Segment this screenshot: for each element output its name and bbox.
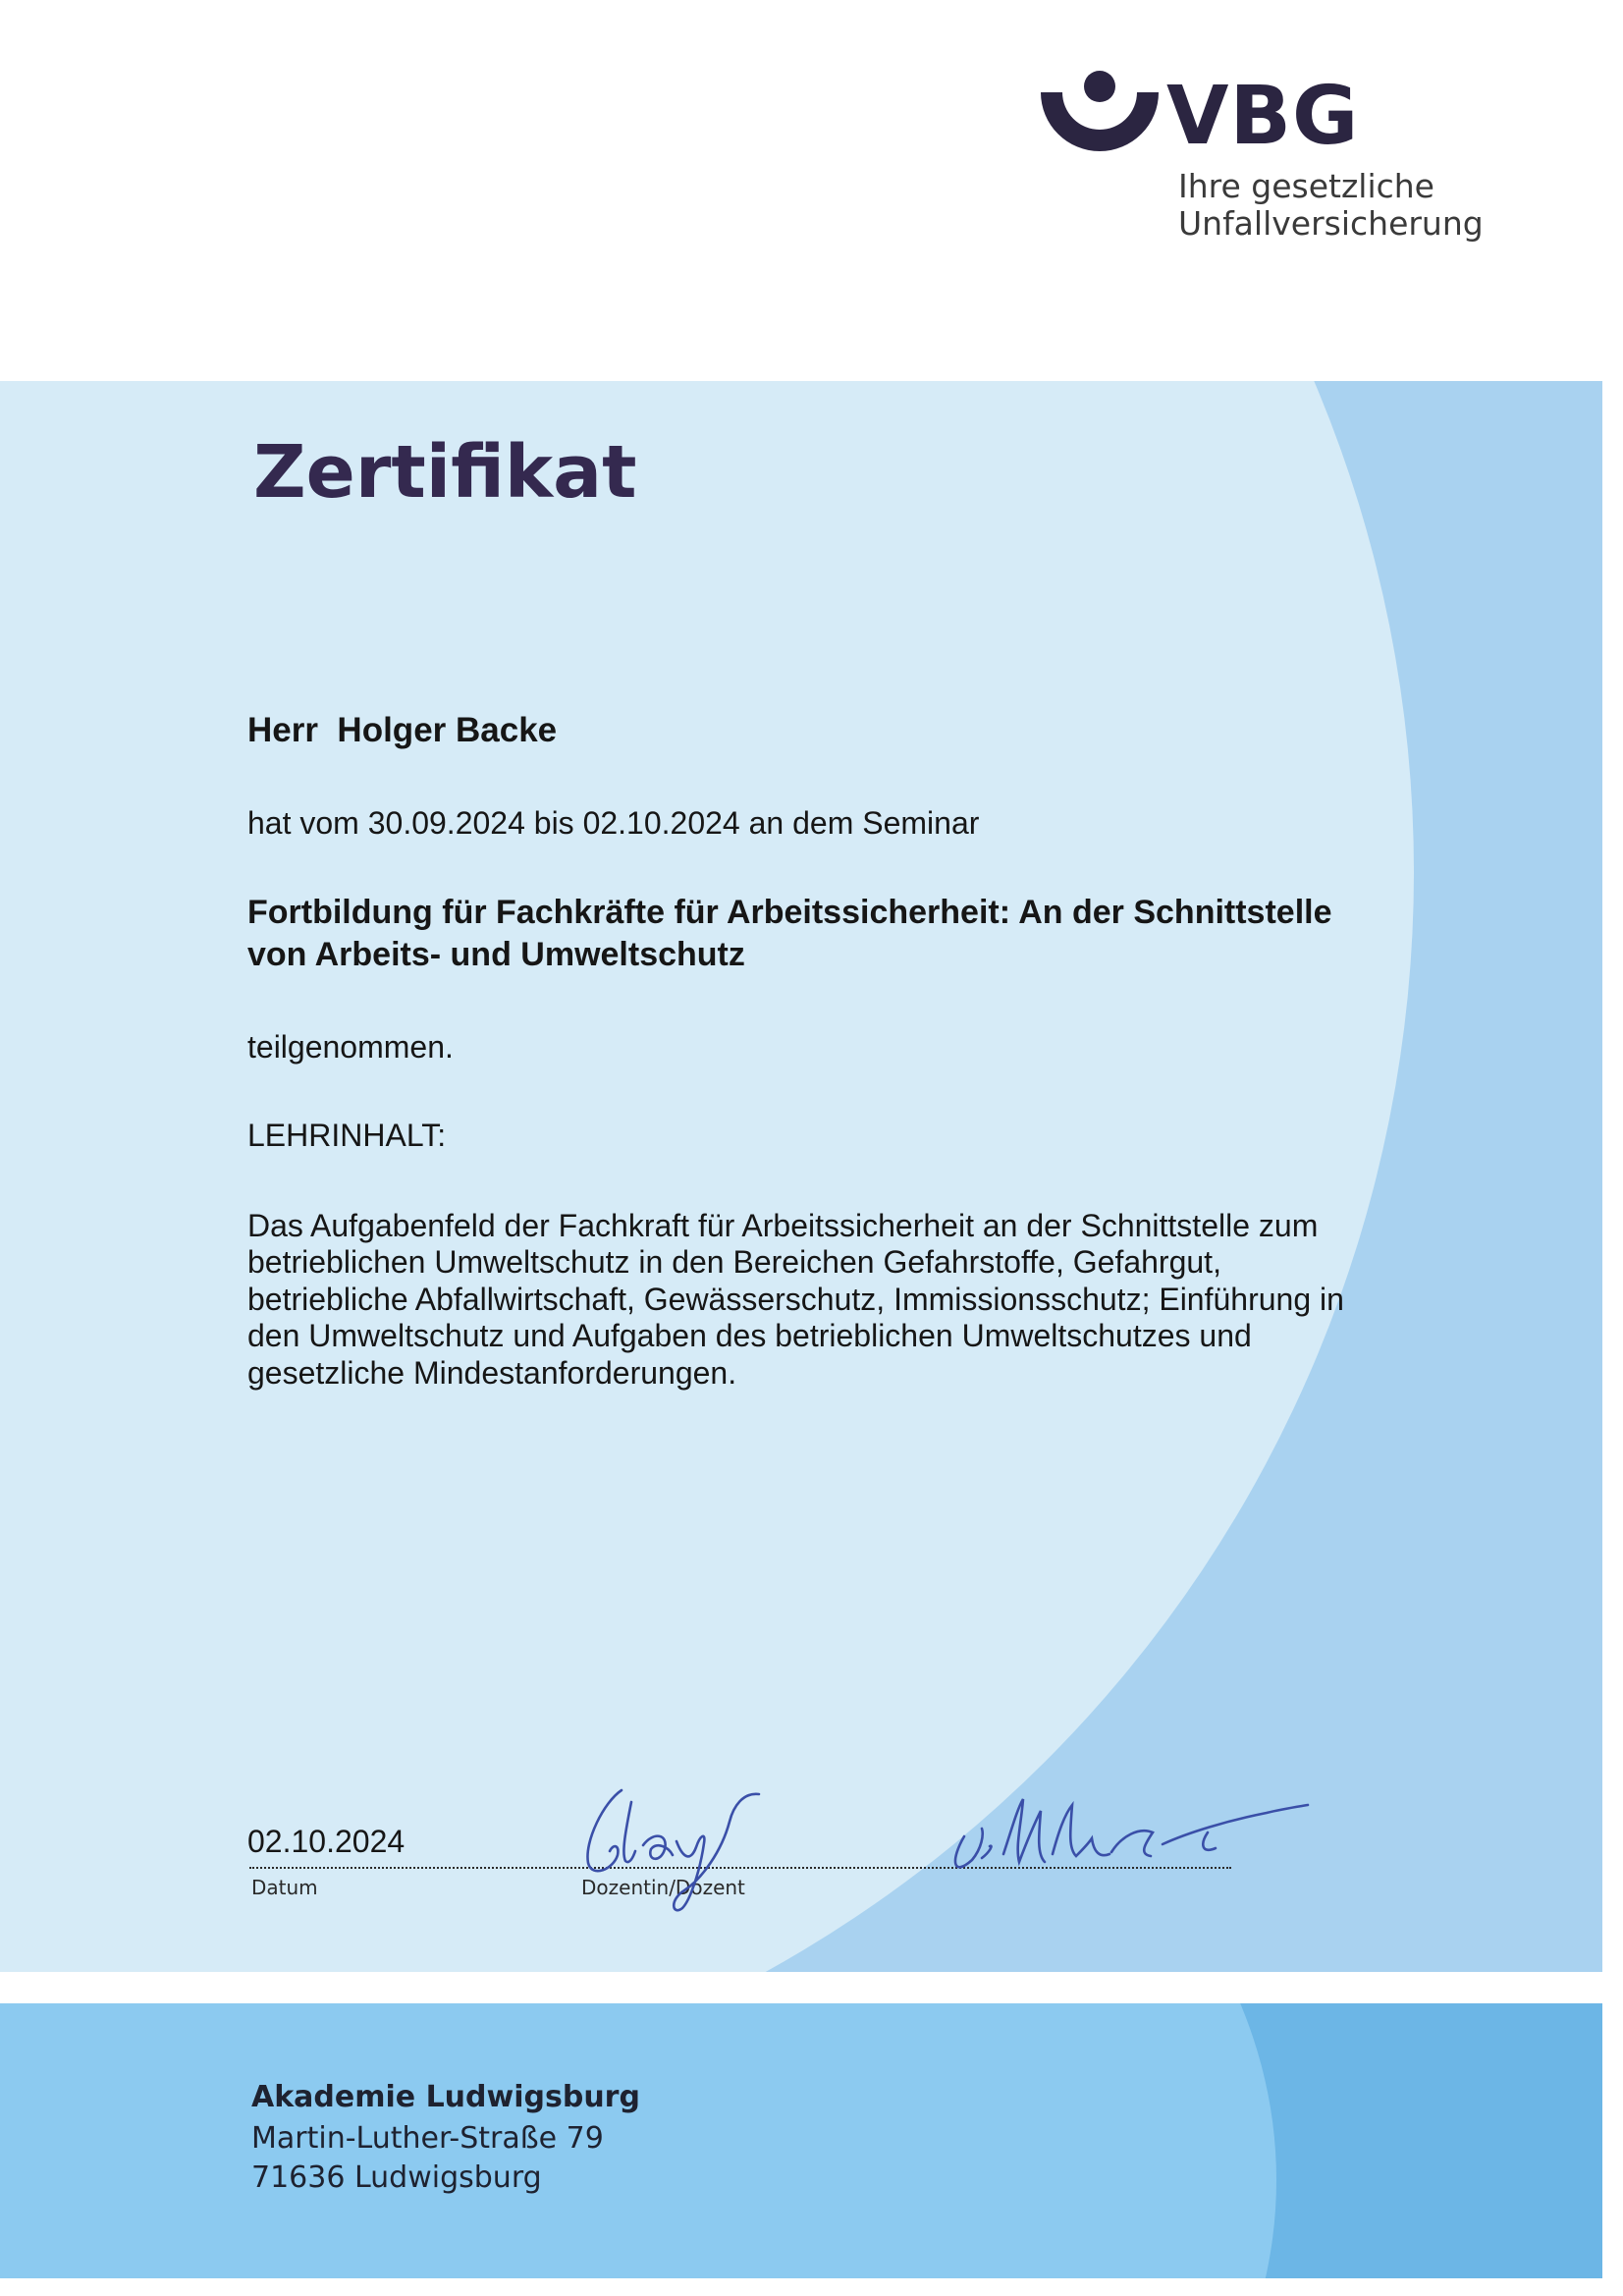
panel-background-arc bbox=[0, 381, 1414, 1972]
academy-street: Martin-Luther-Straße 79 bbox=[251, 2121, 604, 2156]
footer-band bbox=[0, 2003, 1602, 2278]
logo-tagline-line2: Unfallversicherung bbox=[1178, 204, 1484, 243]
lecturer-signature-1 bbox=[574, 1773, 800, 1920]
recipient-name: Herr Holger Backe bbox=[247, 711, 558, 749]
seminar-title: Fortbildung für Fachkräfte für Arbeitssicherheit: An der Schnittstelle von Arbeits- und Umweltschutz bbox=[247, 894, 1332, 973]
date-label: Datum bbox=[251, 1876, 318, 1899]
lecturer-label: Dozentin/Dozent bbox=[581, 1876, 745, 1899]
certificate-panel bbox=[0, 381, 1602, 1972]
vbg-logo-icon bbox=[1039, 71, 1161, 159]
lecturer-signature-2 bbox=[943, 1776, 1316, 1884]
footer-background-arc bbox=[0, 2003, 1276, 2278]
participation-text: teilgenommen. bbox=[247, 1029, 454, 1065]
logo-tagline-line1: Ihre gesetzliche bbox=[1178, 167, 1434, 205]
certificate-title: Zertifikat bbox=[253, 430, 637, 515]
logo-text: VBG bbox=[1166, 70, 1360, 163]
content-description: Das Aufgabenfeld der Fachkraft für Arbeitssicherheit an der Schnittstelle zum betrieblichen Umweltschutz in den Bereichen Gefahrstoffe, Gefahrgut, betriebliche Abfallwirtschaft, Gewässerschutz, Immissionsschutz; Einführung in den Umweltschutz und Aufgaben des betrieblichen Umweltschutzes und gesetzliche Mindestanforderungen. bbox=[247, 1208, 1344, 1391]
signature-date: 02.10.2024 bbox=[247, 1824, 406, 1859]
academy-city: 71636 Ludwigsburg bbox=[251, 2160, 542, 2195]
seminar-period: hat vom 30.09.2024 bis 02.10.2024 an dem Seminar bbox=[247, 805, 980, 841]
content-heading: LEHRINHALT: bbox=[247, 1118, 447, 1153]
academy-name: Akademie Ludwigsburg bbox=[251, 2080, 640, 2114]
